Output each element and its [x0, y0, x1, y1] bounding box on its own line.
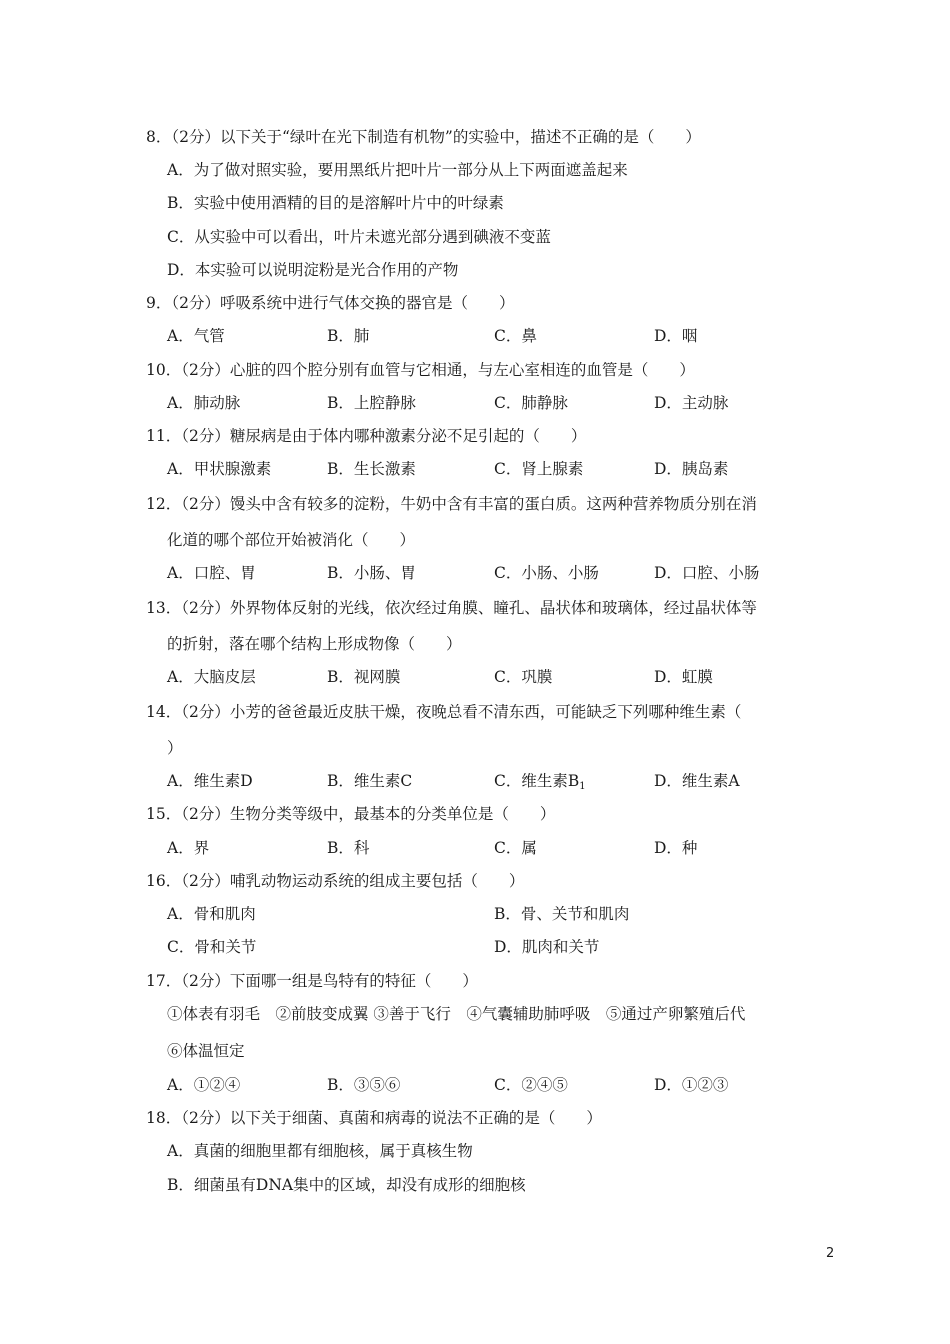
question-10-option-d: D．主动脉: [654, 394, 729, 412]
question-12-stem-line2: 化道的哪个部位开始被消化（ ）: [167, 531, 416, 549]
question-11-option-b: B．生长激素: [327, 460, 416, 478]
question-8-option-c: C．从实验中可以看出，叶片未遮光部分遇到碘液不变蓝: [167, 228, 551, 246]
question-15-option-c: C．属: [494, 839, 537, 857]
question-14-option-a: A．维生素D: [167, 772, 253, 790]
question-9-stem: 9．（2分）呼吸系统中进行气体交换的器官是（ ）: [146, 294, 515, 312]
question-11-option-d: D．胰岛素: [654, 460, 729, 478]
question-15-option-b: B．科: [327, 839, 370, 857]
question-9-option-c: C．鼻: [494, 327, 537, 345]
question-12-option-a: A．口腔、胃: [167, 564, 256, 582]
question-15-stem: 15．（2分）生物分类等级中，最基本的分类单位是（ ）: [146, 805, 556, 823]
question-14-option-d: D．维生素A: [654, 772, 740, 790]
question-10-option-c: C．肺静脉: [494, 394, 568, 412]
question-14-option-b: B．维生素C: [327, 772, 413, 790]
question-16-option-b: B．骨、关节和肌肉: [494, 905, 630, 923]
question-8-option-b: B．实验中使用酒精的目的是溶解叶片中的叶绿素: [167, 194, 504, 212]
question-18-option-b: B．细菌虽有DNA集中的区域，却没有成形的细胞核: [167, 1176, 526, 1194]
question-18-stem: 18．（2分）以下关于细菌、真菌和病毒的说法不正确的是（ ）: [146, 1109, 602, 1127]
question-8-option-d: D．本实验可以说明淀粉是光合作用的产物: [167, 261, 459, 279]
question-14-stem-line1: 14．（2分）小芳的爸爸最近皮肤干燥，夜晚总看不清东西，可能缺乏下列哪种维生素（: [146, 703, 742, 721]
question-15-option-d: D．种: [654, 839, 698, 857]
question-13-stem-line1: 13．（2分）外界物体反射的光线，依次经过角膜、瞳孔、晶状体和玻璃体，经过晶状体等: [146, 599, 757, 617]
question-17-stem: 17．（2分）下面哪一组是鸟特有的特征（ ）: [146, 972, 478, 990]
question-14-option-c: [494, 771, 586, 797]
question-13-option-b: B．视网膜: [327, 668, 401, 686]
question-14-option-c-subscript: 1: [579, 781, 586, 792]
question-18-option-a: A．真菌的细胞里都有细胞核，属于真核生物: [167, 1142, 473, 1160]
question-9-option-d: D．咽: [654, 327, 698, 345]
question-8-option-a: A．为了做对照实验，要用黑纸片把叶片一部分从上下两面遮盖起来: [167, 161, 628, 179]
question-11-stem: 11．（2分）糖尿病是由于体内哪种激素分泌不足引起的（ ）: [146, 427, 587, 445]
question-16-option-c: C．骨和关节: [167, 938, 257, 956]
question-14-option-c-text: C．维生素B: [494, 772, 580, 790]
question-15-option-a: A．界: [167, 839, 210, 857]
question-12-option-d: D．口腔、小肠: [654, 564, 760, 582]
question-9-option-a: A．气管: [167, 327, 225, 345]
question-17-features-line2: ⑥体温恒定: [167, 1042, 245, 1060]
question-17-option-a: A．①②④: [167, 1076, 241, 1094]
page-number: 2: [826, 1246, 835, 1261]
question-12-option-c: C．小肠、小肠: [494, 564, 599, 582]
question-13-option-d: D．虹膜: [654, 668, 713, 686]
question-10-option-b: B．上腔静脉: [327, 394, 416, 412]
question-16-stem: 16．（2分）哺乳动物运动系统的组成主要包括（ ）: [146, 872, 525, 890]
question-17-option-c: C．②④⑤: [494, 1076, 568, 1094]
question-10-option-a: A．肺动脉: [167, 394, 241, 412]
question-17-features-line1: ①体表有羽毛 ②前肢变成翼 ③善于飞行 ④气囊辅助肺呼吸 ⑤通过产卵繁殖后代: [167, 1005, 746, 1023]
question-9-option-b: B．肺: [327, 327, 370, 345]
question-17-option-d: D．①②③: [654, 1076, 729, 1094]
question-13-option-c: C．巩膜: [494, 668, 553, 686]
question-14-stem-line2: ）: [167, 739, 183, 757]
question-17-option-b: B．③⑤⑥: [327, 1076, 401, 1094]
question-10-stem: 10．（2分）心脏的四个腔分别有血管与它相通，与左心室相连的血管是（ ）: [146, 361, 695, 379]
question-13-option-a: A．大脑皮层: [167, 668, 256, 686]
question-8-stem: 8．（2分）以下关于“绿叶在光下制造有机物”的实验中，描述不正确的是（ ）: [146, 128, 701, 146]
question-16-option-a: A．骨和肌肉: [167, 905, 256, 923]
question-13-stem-line2: 的折射，落在哪个结构上形成物像（ ）: [167, 635, 462, 653]
question-16-option-d: D．肌肉和关节: [494, 938, 600, 956]
question-11-option-c: C．肾上腺素: [494, 460, 584, 478]
question-12-stem-line1: 12．（2分）馒头中含有较多的淀粉，牛奶中含有丰富的蛋白质。这两种营养物质分别在消: [146, 495, 757, 513]
question-11-option-a: A．甲状腺激素: [167, 460, 272, 478]
question-12-option-b: B．小肠、胃: [327, 564, 416, 582]
